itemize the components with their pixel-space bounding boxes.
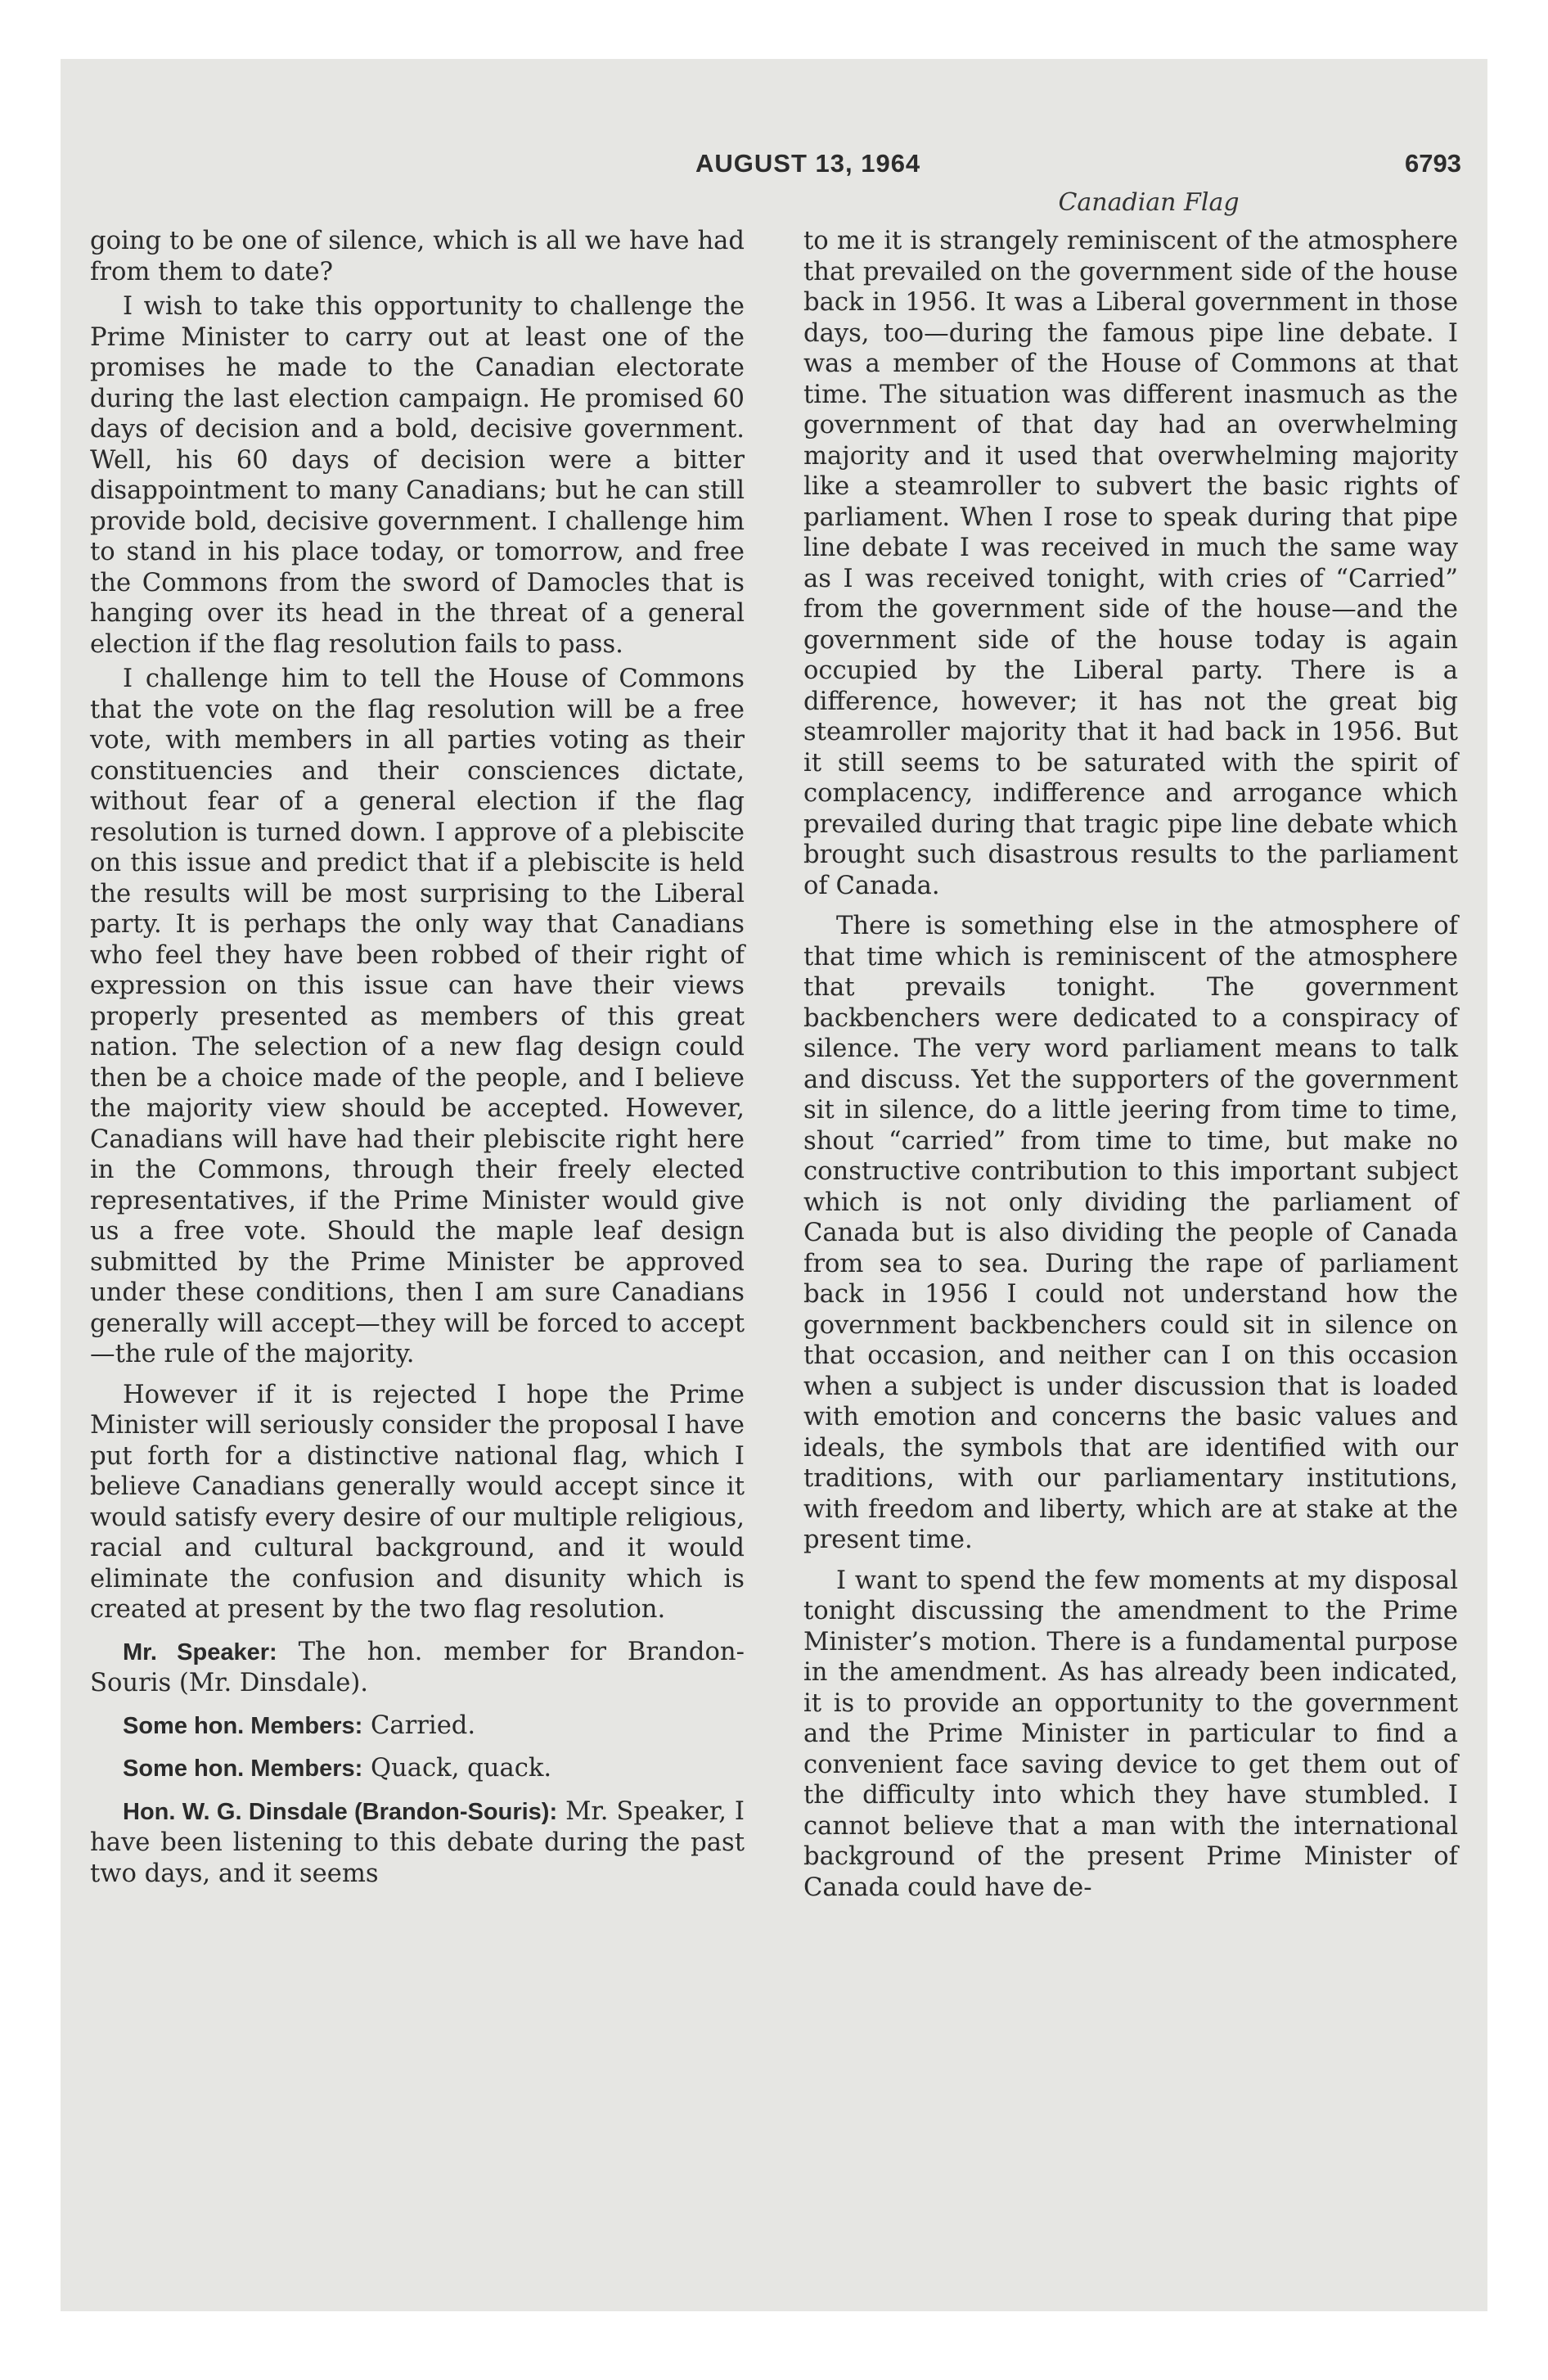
paragraph: going to be one of silence, which is all we have had from them to date? [90,227,745,286]
paragraph: I wish to take this opportunity to challenge the Prime Minister to carry out at least one of the promises he made to the Canadian electorate during the last election campaign. He promised 60 days of decision and a bold, decisive government. Well, his 60 days of decision were a bitter disappointment to many Canadians; but he can still provide bold, decisive government. I challenge him to stand in his place today, or tomorrow, and free the Commons from the sword of Damocles that is hanging over its head in the threat of a general election if the flag resolution fails to pass. [90,292,745,659]
speech-text: The hon. member for Brandon-Souris (Mr. Dinsdale). [90,1637,745,1697]
speaker-name: Mr. Speaker: [123,1639,277,1666]
page-date: AUGUST 13, 1964 [695,149,921,178]
speaker-paragraph [90,1711,745,1742]
page-number: 6793 [1405,149,1461,178]
paragraph: I want to spend the few moments at my disposal tonight discussing the amendment to the Prime Minister’s motion. There is a fundamental purpose in the amendment. As has already been indicated, it is to provide an opportunity to the government and the Prime Minister in particular to find a convenient face saving device to get them out of the difficulty into which they have stumbled. I cannot believe that a man with the international background of the present Prime Minister of Canada could have de- [803,1566,1458,1902]
speaker-name: Some hon. Members: [123,1756,363,1782]
paragraph: However if it is rejected I hope the Prime Minister will seriously consider the proposal I have put forth for a distinctive national flag, which I believe Canadians generally would accept since it would satisfy every desire of our multiple religious, racial and cultural background, and it would eliminate the confusion and disunity which is created at present by the two flag resolution. [90,1380,745,1624]
speech-text: Quack, quack. [371,1754,552,1783]
page-subject: Canadian Flag [1058,188,1240,217]
speaker-paragraph [90,1796,745,1890]
scanned-page [61,59,1487,2311]
left-column [90,226,745,1893]
page-header [90,149,1461,187]
speaker-name: Hon. W. G. Dinsdale (Brandon-Souris): [123,1798,558,1825]
speaker-name: Some hon. Members: [123,1712,363,1739]
speaker-paragraph [90,1753,745,1785]
right-column [803,226,1458,1907]
paragraph: I challenge him to tell the House of Commons that the vote on the flag resolution will be a free vote, with members in all parties voting as their constituencies and their consciences dictate, without fear of a general election if the flag resolution is turned down. I approve of a plebiscite on this issue and predict that if a plebiscite is held the results will be most surprising to the Liberal party. It is perhaps the only way that Canadians who feel they have been robbed of their right of expression on this issue can have their views properly presented as members of this great nation. The selection of a new flag design could then be a choice made of the people, and I believe the majority view should be accepted. However, Canadians will have had their plebiscite right here in the Commons, through their freely elected representatives, if the Prime Minister would give us a free vote. Should the maple leaf design submitted by the Prime Minister be approved under these conditions, then I am sure Canadians generally will accept—they will be forced to accept—the rule of the majority. [90,665,745,1368]
paragraph: There is something else in the atmosphere of that time which is reminiscent of the atmosphere that prevails tonight. The government backbenchers were dedicated to a conspiracy of silence. The very word parliament means to talk and discuss. Yet the supporters of the government sit in silence, do a little jeering from time to time, shout “carried” from time to time, but make no constructive contribution to this important subject which is not only dividing the parliament of Canada but is also dividing the people of Canada from sea to sea. During the rape of parliament back in 1956 I could not understand how the government backbenchers could sit in silence on that occasion, and neither can I on this occasion when a subject is under discussion that is loaded with emotion and concerns the basic values and ideals, the symbols that are identified with our traditions, with our parliamentary institutions, with freedom and liberty, which are at stake at the present time. [803,912,1458,1554]
paragraph: to me it is strangely reminiscent of the atmosphere that prevailed on the government side of the house back in 1956. It was a Liberal government in those days, too—during the famous pipe line debate. I was a member of the House of Commons at that time. The situation was different inasmuch as the government of that day had an overwhelming majority and it used that overwhelming majority like a steamroller to subvert the basic rights of parliament. When I rose to speak during that pipe line debate I was received in much the same way as I was received tonight, with cries of “Carried” from the government side of the house—and the government side of the house today is again occupied by the Liberal party. There is a difference, however; it has not the great big steamroller majority that it had back in 1956. But it still seems to be saturated with the spirit of complacency, indifference and arrogance which prevailed during that tragic pipe line debate which brought such disastrous results to the parliament of Canada. [803,227,1458,900]
hansard-page [90,149,1461,1902]
speaker-paragraph [90,1637,745,1699]
speech-text: Carried. [371,1711,476,1740]
speech-text: Mr. Speaker, I have been listening to this debate during the past two days, and it seems [90,1796,745,1888]
